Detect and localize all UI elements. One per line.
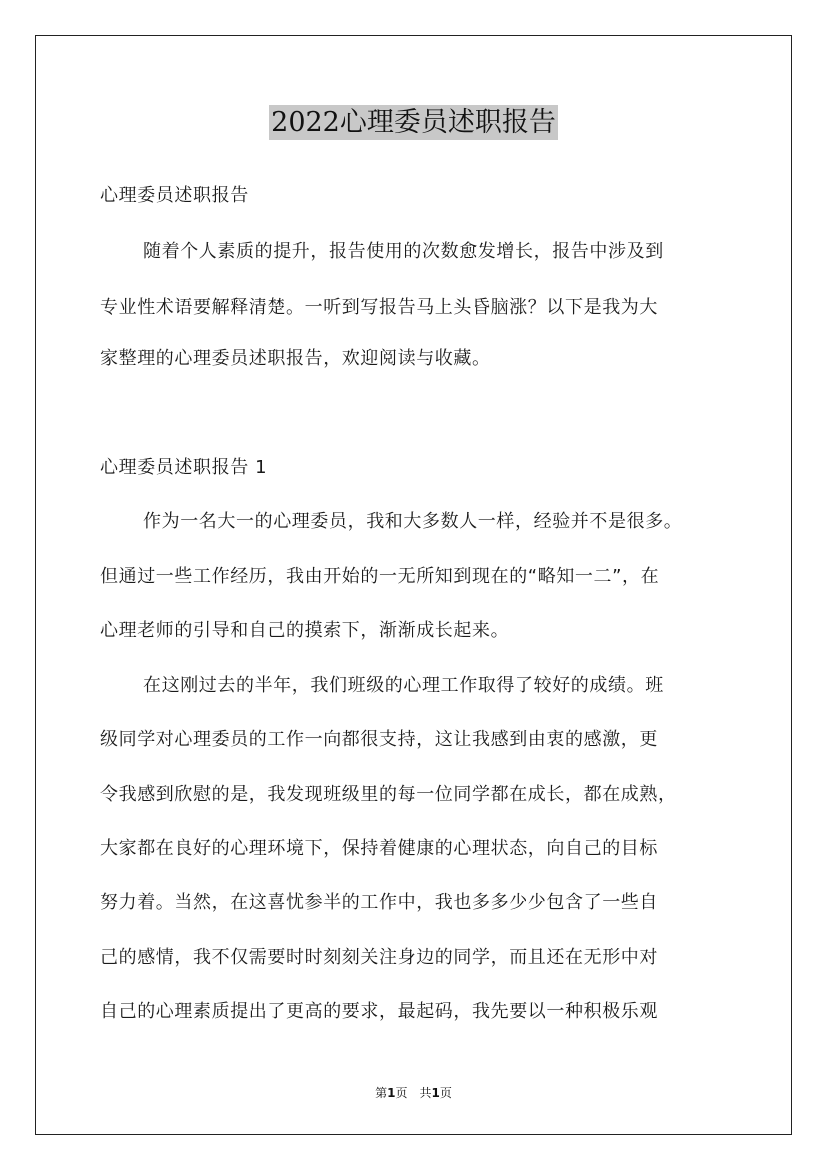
footer-text: 页 (439, 1086, 452, 1100)
footer-text: 第 (375, 1086, 388, 1100)
paragraph-line: 级同学对心理委员的工作一向都很支持，这让我感到由衷的感激，更 (100, 729, 658, 750)
paragraph-line: 家整理的心理委员述职报告，欢迎阅读与收藏。 (100, 348, 491, 369)
document-title (0, 100, 827, 139)
paragraph-line: 努力着。当然，在这喜忧参半的工作中，我也多多少少包含了一些自 (100, 892, 658, 913)
paragraph-line: 专业性术语要解释清楚。一听到写报告马上头昏脑涨？以下是我为大 (100, 297, 658, 318)
subtitle-line: 心理委员述职报告 (100, 185, 249, 206)
paragraph-line: 但通过一些工作经历，我由开始的一无所知到现在的“略知一二”，在 (100, 566, 660, 587)
paragraph-line: 大家都在良好的心理环境下，保持着健康的心理状态，向自己的目标 (100, 838, 658, 859)
section-heading: 心理委员述职报告 1 (100, 457, 268, 478)
title-text: 2022心理委员述职报告 (271, 107, 556, 138)
paragraph-line: 作为一名大一的心理委员，我和大多数人一样，经验并不是很多。 (143, 511, 683, 532)
paragraph-line: 在这刚过去的半年，我们班级的心理工作取得了较好的成绩。班 (143, 675, 664, 696)
paragraph-line: 己的感情，我不仅需要时时刻刻关注身边的同学，而且还在无形中对 (100, 947, 658, 968)
paragraph-line: 随着个人素质的提升，报告使用的次数愈发增长，报告中涉及到 (143, 241, 664, 262)
page-footer (0, 1084, 827, 1101)
paragraph-line: 令我感到欣慰的是，我发现班级里的每一位同学都在成长，都在成熟， (100, 784, 677, 805)
page-number: 1 (387, 1086, 396, 1100)
paragraph-line: 心理老师的引导和自己的摸索下，渐渐成长起来。 (100, 620, 510, 641)
paragraph-line: 自己的心理素质提出了更高的要求，最起码，我先要以一种积极乐观 (100, 1001, 658, 1022)
page-total: 1 (431, 1086, 440, 1100)
footer-text: 页 共 (395, 1086, 432, 1100)
